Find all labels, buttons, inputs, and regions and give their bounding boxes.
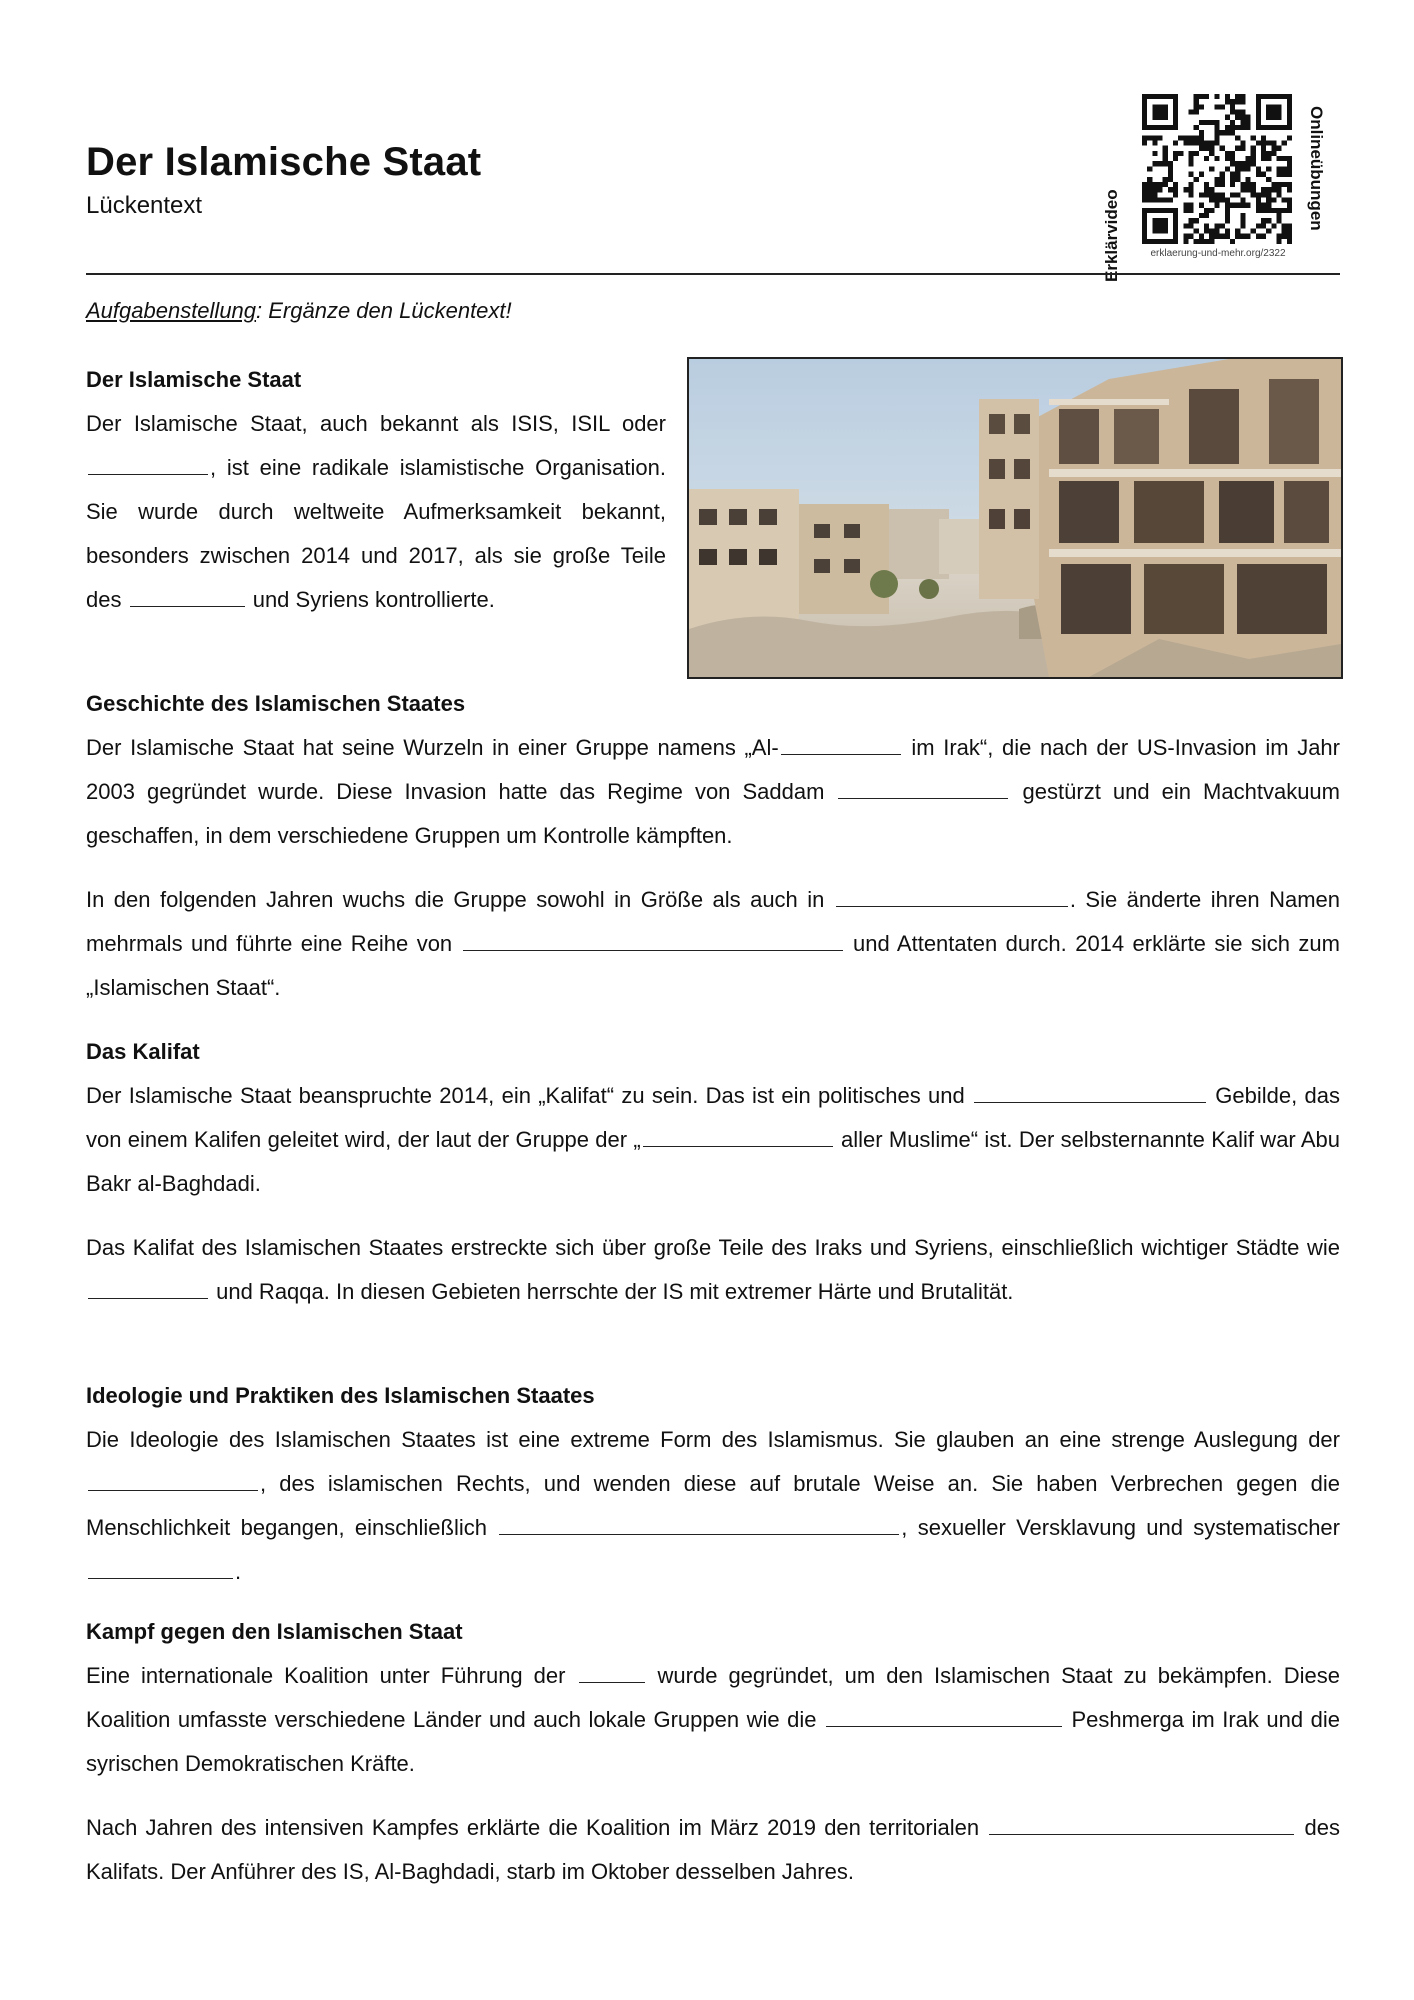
qr-url: erklaerung-und-mehr.org/2322 [1150, 248, 1286, 259]
section-heading-ideology: Ideologie und Praktiken des Islamischen Staates [86, 1383, 595, 1408]
text-segment: gestürzt und ein Machtvakuum geschaffen, in dem verschiedene Gruppen um Kontrolle kämpften. [86, 779, 1340, 848]
qr-code-block[interactable] [1100, 92, 1340, 282]
text-segment: , ist eine radikale islamistische Organisation. Sie wurde durch weltweite Aufmerksamkeit bekannt, besonders zwischen 2014 und 2017, als sie große Teile des [86, 455, 666, 612]
text-segment: Peshmerga im Irak und die syrischen Demokratischen Kräfte. [86, 1707, 1340, 1776]
paragraph-history-1 [86, 726, 1340, 858]
paragraph-intro [86, 402, 666, 622]
task-instruction [86, 298, 512, 324]
gap-blank[interactable] [130, 584, 245, 607]
paragraph-caliphate-1 [86, 1074, 1340, 1206]
paragraph-caliphate-2 [86, 1226, 1340, 1314]
paragraph-ideology [86, 1418, 1340, 1594]
section-history [86, 682, 1340, 1010]
destroyed-city-photo [687, 357, 1343, 679]
text-segment: Der Islamische Staat hat seine Wurzeln in einer Gruppe namens „Al- [86, 735, 779, 760]
gap-blank[interactable] [579, 1660, 645, 1683]
text-segment: . Sie änderte ihren Namen mehrmals und führte eine Reihe von [86, 887, 1340, 956]
gap-blank[interactable] [781, 732, 901, 755]
paragraph-history-2 [86, 878, 1340, 1010]
gap-blank[interactable] [88, 1276, 208, 1299]
paragraph-fight-2 [86, 1806, 1340, 1894]
text-segment: Das Kalifat des Islamischen Staates erstreckte sich über große Teile des Iraks und Syriens, einschließlich wichtiger Städte wie [86, 1235, 1340, 1260]
qr-code-icon[interactable] [1142, 94, 1292, 244]
section-heading-fight: Kampf gegen den Islamischen Staat [86, 1619, 463, 1644]
gap-blank[interactable] [989, 1812, 1294, 1835]
page-subtitle: Lückentext [86, 192, 203, 219]
gap-blank[interactable] [463, 928, 843, 951]
text-segment: Die Ideologie des Islamischen Staates ist eine extreme Form des Islamismus. Sie glauben an eine strenge Auslegung der [86, 1427, 1340, 1452]
gap-blank[interactable] [499, 1512, 899, 1535]
gap-blank[interactable] [88, 1468, 258, 1491]
text-segment: In den folgenden Jahren wuchs die Gruppe sowohl in Größe als auch in [86, 887, 834, 912]
gap-blank[interactable] [836, 884, 1068, 907]
text-segment: und Attentaten durch. 2014 erklärte sie sich zum „Islamischen Staat“. [86, 931, 1340, 1000]
text-segment: und Syriens kontrollierte. [246, 587, 495, 612]
section-heading-caliphate: Das Kalifat [86, 1039, 200, 1064]
gap-blank[interactable] [974, 1080, 1206, 1103]
section-caliphate [86, 1030, 1340, 1314]
text-segment: wurde gegründet, um den Islamischen Staat zu bekämpfen. Diese Koalition umfasste verschiedene Länder und auch lokale Gruppen wie die [86, 1663, 1340, 1732]
section-intro [86, 358, 666, 622]
gap-blank[interactable] [826, 1704, 1062, 1727]
section-ideology [86, 1374, 1340, 1594]
text-segment: Nach Jahren des intensiven Kampfes erklärte die Koalition im März 2019 den territorialen [86, 1815, 988, 1840]
section-fight [86, 1610, 1340, 1894]
text-segment: . [235, 1559, 242, 1584]
gap-blank[interactable] [88, 1556, 233, 1579]
text-segment: Der Islamische Staat beanspruchte 2014, ein „Kalifat“ zu sein. Das ist ein politisches und [86, 1083, 972, 1108]
text-segment: und Raqqa. In diesen Gebieten herrschte der IS mit extremer Härte und Brutalität. [210, 1279, 1014, 1304]
text-segment: , des islamischen Rechts, und wenden diese auf brutale Weise an. Sie haben Verbrechen gegen die Menschlichkeit begangen, einschließlich [86, 1471, 1340, 1540]
text-segment: im Irak“, die nach der US-Invasion im Jahr 2003 gegründet wurde. Diese Invasion hatte das Regime von Saddam [86, 735, 1340, 804]
gap-blank[interactable] [838, 776, 1008, 799]
text-segment: des Kalifats. Der Anführer des IS, Al-Baghdadi, starb im Oktober desselben Jahres. [86, 1815, 1340, 1884]
qr-label-online-exercises: Onlineübungen [1307, 106, 1326, 231]
text-segment: Gebilde, das von einem Kalifen geleitet wird, der laut der Gruppe der „ [86, 1083, 1340, 1152]
text-segment: aller Muslime“ ist. Der selbsternannte Kalif war Abu Bakr al-Baghdadi. [86, 1127, 1340, 1196]
text-segment: Eine internationale Koalition unter Führung der [86, 1663, 577, 1688]
gap-blank[interactable] [643, 1124, 833, 1147]
paragraph-fight-1 [86, 1654, 1340, 1786]
section-heading-intro: Der Islamische Staat [86, 367, 302, 392]
text-segment: Der Islamische Staat, auch bekannt als ISIS, ISIL oder [86, 411, 666, 436]
task-text: : Ergänze den Lückentext! [256, 298, 512, 323]
qr-label-explainer-video: Erklärvideo [1102, 189, 1121, 282]
page-title: Der Islamische Staat [86, 140, 482, 184]
header-divider [86, 273, 1340, 275]
task-label: Aufgabenstellung [86, 298, 257, 323]
section-heading-history: Geschichte des Islamischen Staates [86, 691, 466, 716]
gap-blank[interactable] [88, 452, 208, 475]
text-segment: , sexueller Versklavung und systematischer [901, 1515, 1340, 1540]
